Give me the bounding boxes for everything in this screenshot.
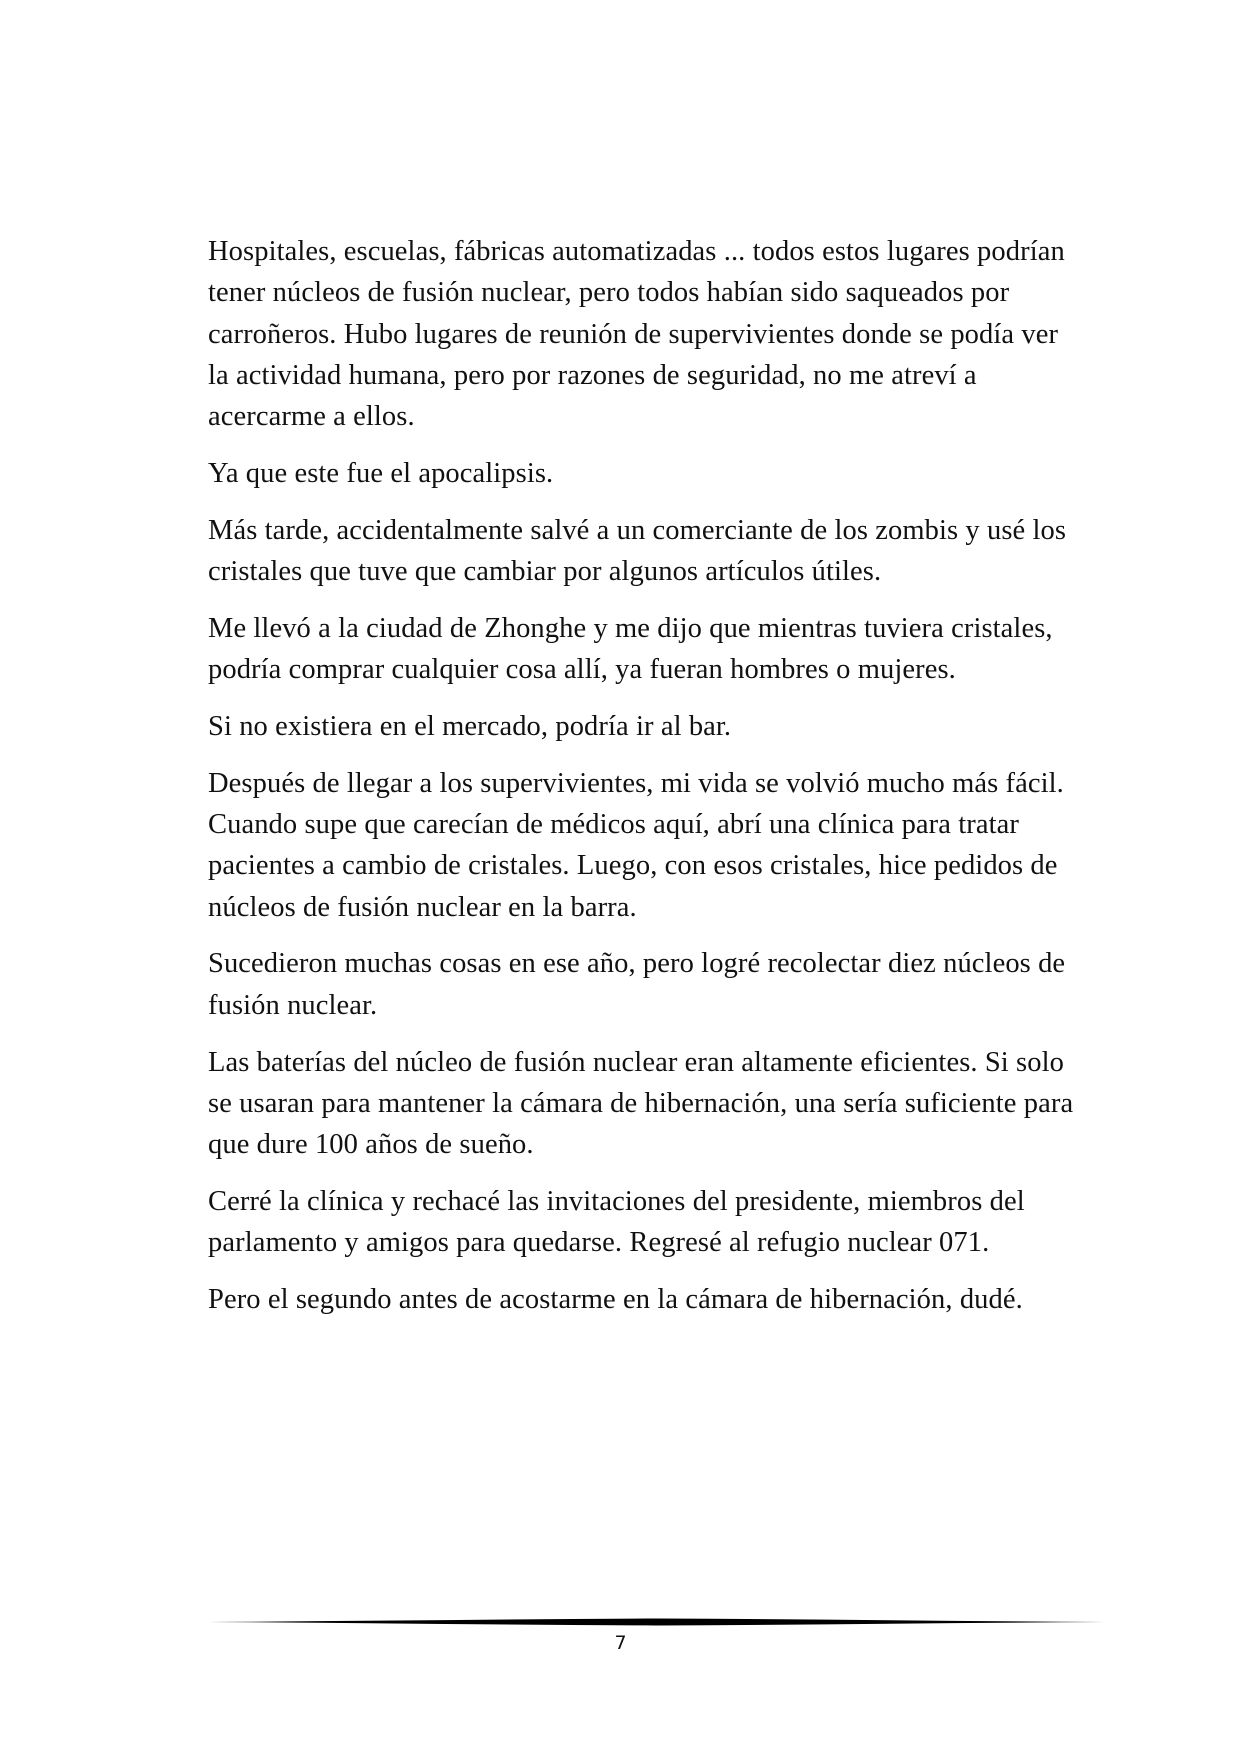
page-body (208, 231, 1078, 1336)
paragraph: Si no existiera en el mercado, podría ir al bar. (208, 710, 732, 742)
paragraph: Las baterías del núcleo de fusión nuclear eran altamente eficientes. Si solo se usaran para mantener la cámara de hibernación, una sería suficiente para que dure 100 años de sueño. (208, 1046, 1074, 1161)
paragraph: Me llevó a la ciudad de Zhonghe y me dijo que mientras tuviera cristales, podría comprar cualquier cosa allí, ya fueran hombres o mujeres. (208, 612, 1053, 686)
paragraph: Hospitales, escuelas, fábricas automatizadas ... todos estos lugares podrían tener núcleos de fusión nuclear, pero todos habían sido saqueados por carroñeros. Hubo lugares de reunión de supervivientes donde se podía ver la actividad humana, pero por razones de seguridad, no me atreví a acercarme a ellos. (208, 236, 1065, 433)
paragraph: Pero el segundo antes de acostarme en la cámara de hibernación, dudé. (208, 1284, 1023, 1316)
footer-divider-swash (208, 1619, 1106, 1626)
paragraph: Más tarde, accidentalmente salvé a un comerciante de los zombis y usé los cristales que tuve que cambiar por algunos artículos útiles. (208, 514, 1067, 588)
footer-divider (208, 1617, 1106, 1627)
page-number: 7 (614, 1632, 627, 1654)
paragraph: Sucedieron muchas cosas en ese año, pero logré recolectar diez núcleos de fusión nuclear. (208, 948, 1066, 1021)
paragraph: Cerré la clínica y rechacé las invitaciones del presidente, miembros del parlamento y amigos para quedarse. Regresé al refugio nuclear 071. (208, 1185, 1025, 1259)
paragraph: Después de llegar a los supervivientes, mi vida se volvió mucho más fácil. Cuando supe que carecían de médicos aquí, abrí una clínica para tratar pacientes a cambio de cristales. Luego, con esos cristales, hice pedidos de núcleos de fusión nuclear en la barra. (208, 767, 1064, 923)
paragraph: Ya que este fue el apocalipsis. (208, 457, 554, 489)
